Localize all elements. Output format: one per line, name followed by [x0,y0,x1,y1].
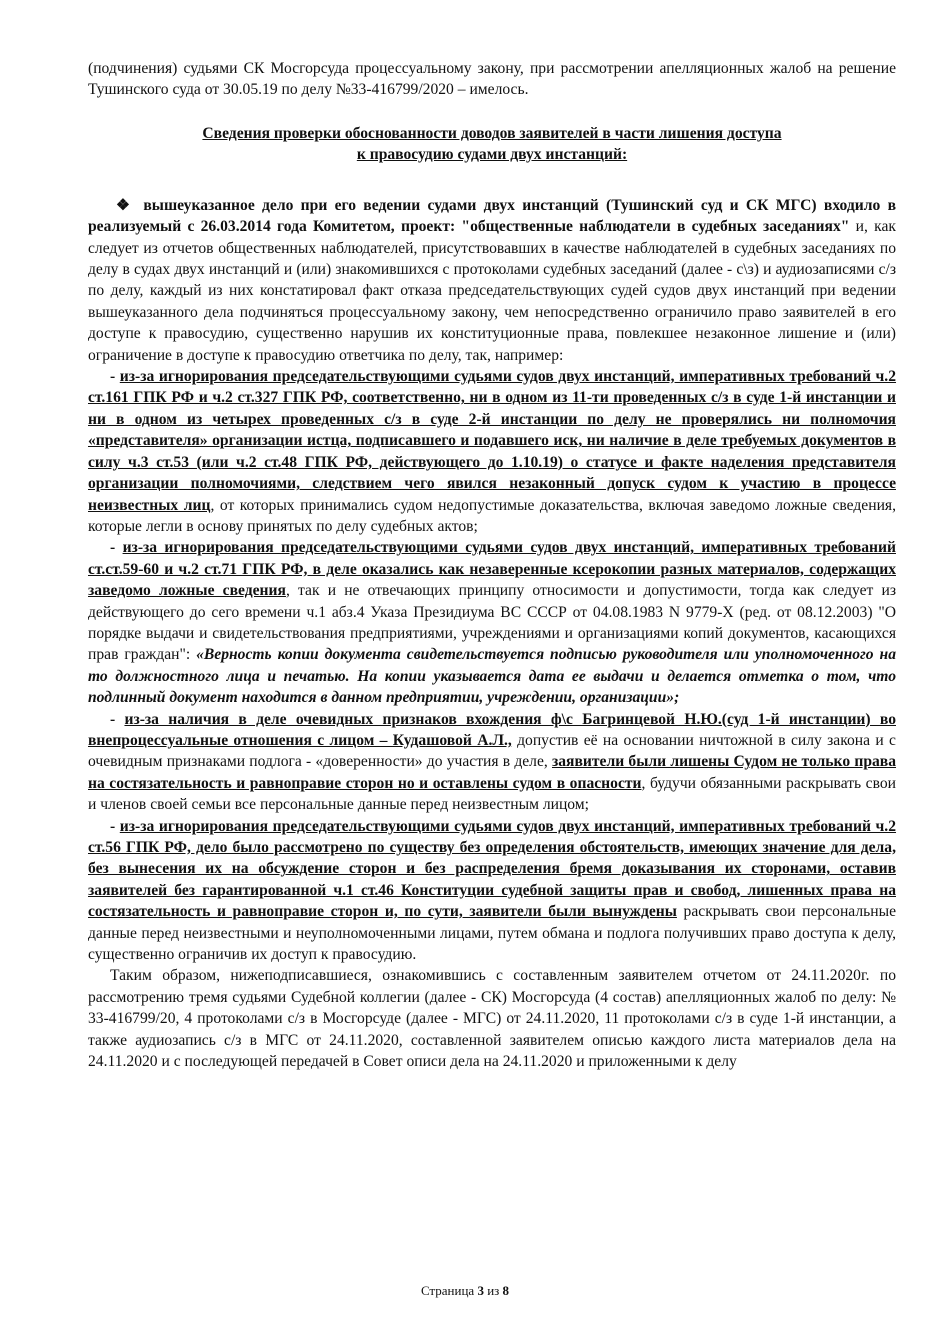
footer-total-pages: 8 [502,1283,510,1298]
document-page [88,58,896,1072]
list-item-text: раскрывать свои персональные данные перед неизвестными и неуполномоченными лицами, путем обмана и подлога получивших право доступа к делу, существенно ограничив их доступ к правосудию. [88,903,896,964]
intro-paragraph: (подчинения) судьями СК Мосгорсуда процессуальному закону, при рассмотрении апелляционных жалоб на решение Тушинского суда от 30.05.19 по делу №33-416799/2020 – имелось. [88,60,896,99]
list-item-bold-text: из-за игнорирования председательствующими судьями судов двух инстанций, императивных требований ч.2 ст.56 ГПК РФ, дело было рассмотрено по существу без определения обстоятельств, имеющих значение для дела, без вынесения их на обсуждение сторон и без распределения бремя доказывания их сторонами, оставив заявителей без гарантированной ч.1 ст.46 Конституции судебной защиты прав и свобод, лишенных права на состязательность и равноправие сторон и, по сути, заявители были вынуждены [88,817,897,921]
list-item-dash: - [110,710,125,728]
list-item-text: допустив её на основании ничтожной в силу закона и с очевидным признаками подлога - «доверенности» до участия в деле, [88,731,896,771]
list-item-bold-text: из-за игнорирования председательствующими судьями судов двух инстанций, императивных требований ч.2 ст.161 ГПК РФ и ч.2 ст.327 ГПК РФ, соответственно, ни в одном из 11-ти проведенных с/з в суде 1-й инстанции и ни в одном из четырех проведенных с/з в суде 2-й инстанции по делу не проверялись ни полномочия «представителя» организации истца, подписавшего и подавшего иск, ни наличие в деле требуемых документов в силу ч.3 ст.53 (или ч.2 ст.48 ГПК РФ, действующего до 1.10.19) о статусе и факте наделения представителя организации полномочиями, следствием чего явился незаконный допуск судом к участию в процессе неизвестных лиц [88,368,897,514]
list-item-quote: «Верность копии документа свидетельствуется подписью руководителя или уполномоченного на то должностного лица и печатью. На копии указывается дата ее выдачи и делается отметка о том, что подлинный документ находится в данном предприятии, учреждении, организации»; [88,646,896,707]
closing-paragraph: Таким образом, нижеподписавшиеся, ознакомившись с составленным заявителем отчетом от 24.11.2020г. по рассмотрению тремя судьями Судебной коллегии (далее - СК) Мосгорсуда (4 состав) апелляционных жалоб по делу: № 33-416799/20, 4 протоколами с/з в Мосгорсуде (далее - МГС) от 24.11.2020, 11 протоколами с/з в суде 1-й инстанции, а также аудиозапись с/з в МГС от 24.11.2020, составленной заявителем описью каждого листа материалов дела на 24.11.2020 и с последующей передачей в Совет описи дела на 24.11.2020 и приложенными к делу [88,967,896,1071]
bullet-paragraph [88,195,896,366]
list-item [88,537,896,708]
list-item-bold-text: из-за игнорирования председательствующими судьями судов двух инстанций, императивных требований ст.ст.59-60 и ч.2 ст.71 ГПК РФ, в деле оказались как незаверенные ксерокопии разных материалов, содержащих заведомо ложные сведения [88,539,896,600]
footer-prefix: Страница [420,1283,478,1298]
bullet-bold-text: вышеуказанное дело при его ведении судами двух инстанций (Тушинский суд и СК МГС) входило в реализуемый с 26.03.2014 года Комитетом, проект: "общественные наблюдатели в судебных заседаниях" [88,196,897,236]
list-item-text: , так и не отвечающих принципу относимости и допустимости, тогда как следует из действующего до сего времени ч.1 абз.4 Указа Президиума ВС СССР от 04.08.1983 N 9779-Х (ред. от 08.12.2003) "О порядке выдачи и свидетельствования предприятиями, учреждениями и организациями копий документов, касающихся прав граждан": [88,582,896,664]
list-item-bold-text: из-за наличия в деле очевидных признаков вхождения ф\с Багринцевой Н.Ю.(суд 1-й инстанции) во внепроцессуальные отношения с лицом – Кудашовой А.Л., [88,710,896,749]
list-item-bold-text-2: заявители были лишены Судом не только права на состязательность и равноправие сторон но и оставлены судом в опасности [88,753,897,792]
diamond-bullet-icon: ❖ [116,196,134,214]
heading-line-2: к правосудию судами двух инстанций: [356,145,628,163]
list-item [88,709,896,816]
bullet-text: и, как следует из отчетов общественных наблюдателей, присутствовавших в качестве наблюдателей в судебных заседаниях по делу в судах двух инстанций и (или) знакомившихся с протоколами судебных заседаний (далее - с\з) и аудиозаписями с/з по делу, каждый из них констатировал факт отказа председательствующих судей судов двух инстанций при ведении вышеуказанного дела подчиняться процессуальному закону, чем непосредственно ограничило право заявителей в его доступе к правосудию, существенно нарушив их конституционные права, повлекшее незаконное лишение и (или) ограничение в доступе к правосудию ответчика по делу, так, например: [88,218,896,364]
list-item-text-2: , будучи обязанными раскрывать свои и членов своей семьи все персональные данные перед неизвестным лицом; [88,774,896,814]
list-item-text: , от которых принимались судом недопустимые доказательства, включая заведомо ложные сведения, которые легли в основу принятых по делу судебных актов; [88,496,896,535]
section-heading [88,123,896,165]
heading-line-1: Сведения проверки обоснованности доводов заявителей в части лишения доступа [202,124,782,142]
footer-page-number: 3 [477,1283,484,1298]
page-footer [0,1283,930,1299]
list-item-dash: - [110,539,123,557]
list-item-dash: - [110,368,120,386]
list-item [88,816,896,966]
list-item-dash: - [110,817,120,835]
list-item [88,366,896,537]
footer-middle: из [483,1283,503,1298]
